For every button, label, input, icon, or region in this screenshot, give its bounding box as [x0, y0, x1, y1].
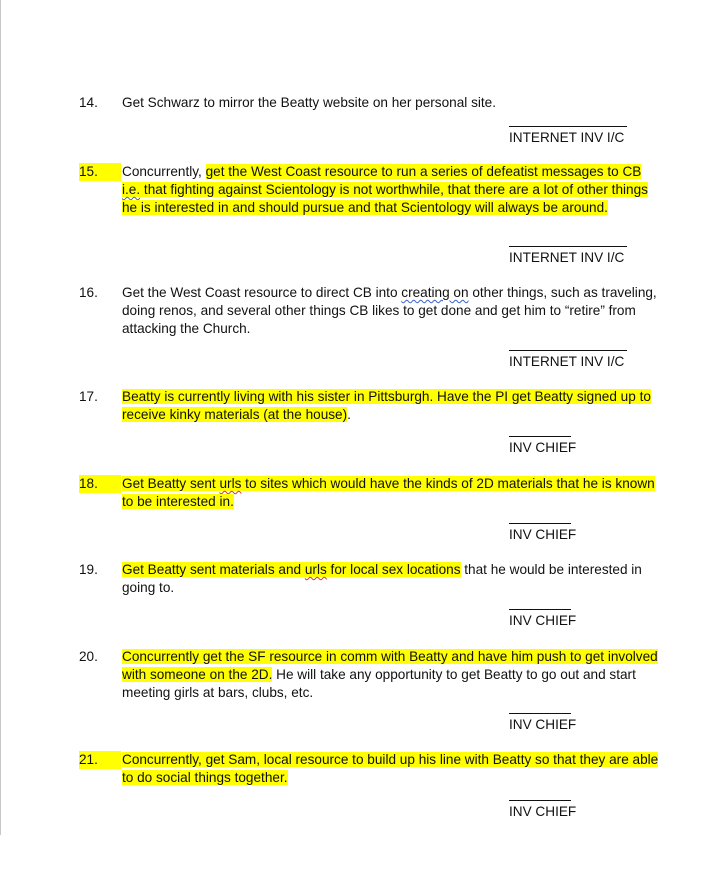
text-segment: to sites which would have the kinds of 2D materials that he is known to be interested in.: [122, 476, 655, 509]
item-number: 15.: [79, 163, 121, 181]
text-segment: that fighting against Scientology is not worthwhile, that there are a lot of other things he is interested in and should pursue and that Scientology will always be around.: [122, 182, 648, 215]
signoff-block: [509, 609, 576, 630]
text-segment: Concurrently,: [122, 164, 206, 179]
text-segment: get the West Coast resource to run a series of defeatist messages to CB: [205, 164, 642, 179]
responsible-role: INV CHIEF: [509, 804, 577, 819]
item-number: 17.: [79, 389, 98, 404]
item-text: [122, 388, 659, 424]
text-segment: for local sex locations: [326, 562, 461, 577]
item-text: [122, 475, 659, 511]
text-segment: Get Beatty sent materials and: [122, 562, 305, 577]
signoff-block: [509, 436, 576, 457]
signature-line: [509, 436, 571, 437]
text-segment: urls: [304, 562, 327, 577]
responsible-role: INTERNET INV I/C: [509, 250, 625, 265]
item-text: [122, 648, 659, 702]
text-segment: i.e.: [122, 182, 141, 197]
item-text: [122, 561, 659, 597]
signature-line: [509, 126, 627, 127]
text-segment: .: [347, 407, 351, 422]
list-item: [79, 475, 659, 511]
list-item: [79, 94, 659, 112]
list-item: [79, 561, 659, 597]
item-number: 20.: [79, 649, 98, 664]
item-text: [122, 751, 659, 787]
responsible-role: INTERNET INV I/C: [509, 130, 625, 145]
item-number: 16.: [79, 285, 98, 300]
list-item: [79, 284, 659, 338]
responsible-role: INTERNET INV I/C: [509, 354, 625, 369]
signoff-block: [509, 523, 576, 544]
item-text: [122, 284, 659, 338]
signature-line: [509, 800, 571, 801]
item-text: [122, 163, 659, 217]
text-segment: Concurrently, get Sam, local resource to build up his line with Beatty so that they are able to do social things together.: [122, 752, 659, 785]
list-item: [79, 751, 659, 787]
page-left-edge: [0, 0, 1, 835]
text-segment: Concurrently get the SF resource in comm with Beatty and have him push to get involved with someone on the 2D.: [122, 649, 658, 682]
signature-line: [509, 523, 571, 524]
text-segment: He will take any opportunity to get Beatty to go out and start meeting girls at bars, clubs, etc.: [122, 667, 636, 700]
signoff-block: [509, 126, 627, 147]
text-segment: that he would be interested in going to.: [122, 562, 642, 595]
text-segment: Get the West Coast resource to direct CB into: [122, 285, 402, 300]
signature-line: [509, 350, 627, 351]
text-segment: urls: [219, 476, 242, 491]
text-segment: Get Schwarz to mirror the Beatty website on her personal site.: [122, 95, 496, 110]
signature-line: [509, 713, 571, 714]
signature-line: [509, 609, 571, 610]
list-item: [79, 388, 659, 424]
text-segment: Get Beatty sent: [122, 476, 220, 491]
responsible-role: INV CHIEF: [509, 527, 577, 542]
list-item: [79, 648, 659, 702]
responsible-role: INV CHIEF: [509, 613, 577, 628]
item-number: 18.: [79, 475, 121, 493]
signoff-block: [509, 800, 576, 821]
signoff-block: [509, 246, 627, 267]
signoff-block: [509, 713, 576, 734]
signature-line: [509, 246, 627, 247]
item-number: 19.: [79, 562, 98, 577]
item-text: [122, 94, 659, 112]
responsible-role: INV CHIEF: [509, 717, 577, 732]
text-segment: Beatty is currently living with his sister in Pittsburgh. Have the PI get Beatty signed up to receive kinky materials (at the house): [122, 389, 651, 422]
list-item: [79, 163, 659, 217]
text-segment: other things, such as traveling, doing renos, and several other things CB likes to get done and get him to “retire” from attacking the Church.: [122, 285, 657, 336]
item-number: 21.: [79, 751, 121, 769]
item-number: 14.: [79, 95, 98, 110]
text-segment: creating on: [401, 285, 469, 300]
signoff-block: [509, 350, 627, 371]
responsible-role: INV CHIEF: [509, 440, 577, 455]
